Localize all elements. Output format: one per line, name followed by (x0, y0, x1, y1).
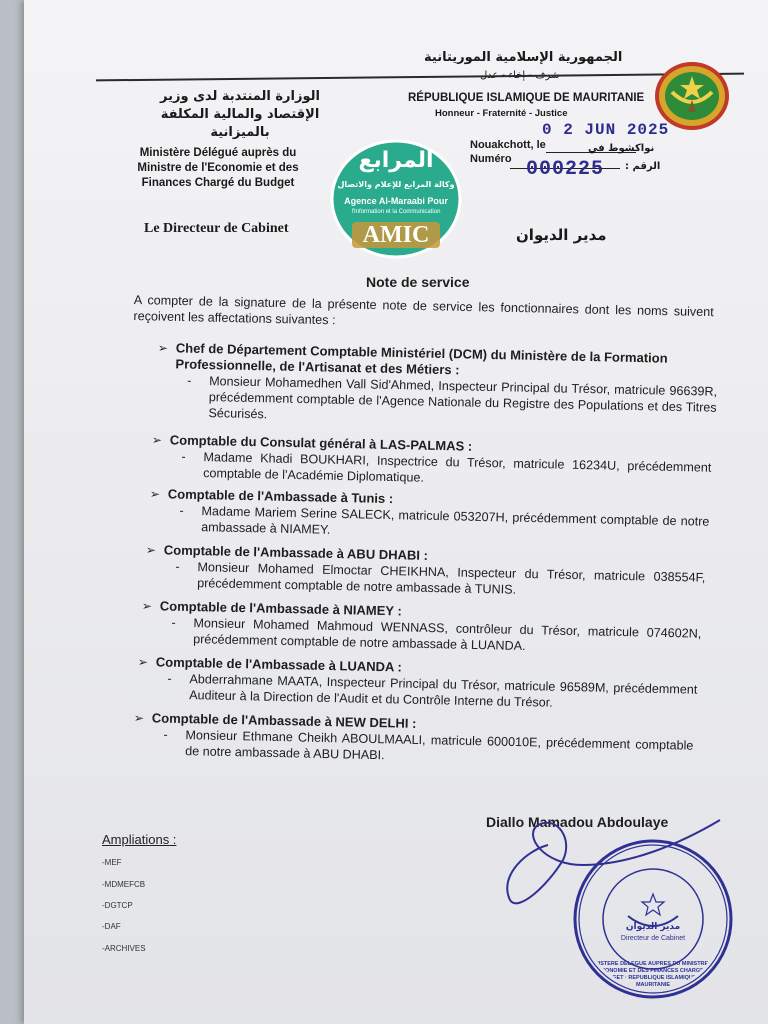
reference-number-stamp: 000225 (526, 158, 605, 181)
assignment-title: ➢ Comptable de l'Ambassade à LUANDA : (138, 654, 698, 682)
ampliation-item: -MEF (102, 858, 122, 867)
assignment-title: ➢ Comptable de l'Ambassade à NIAMEY : (142, 598, 702, 626)
stamp-ring-text: MINISTERE DELEGUE AUPRES DU MINISTRE DE L'ECONOMIE ET DES FINANCES CHARGE DU BUDGET · REPUBLIQUE ISLAMIQUE DE MAURITANIE (588, 961, 718, 988)
assignment-item: - Monsieur Mohamed Mahmoud WENNASS, contrôleur du Trésor, matricule 074602N, précédemment comptable de notre ambassade à LUANDA. (171, 615, 702, 658)
assignment-title: ➢ Comptable du Consulat général à LAS-PALMAS : (152, 432, 712, 460)
ampliation-item: -DGTCP (102, 901, 133, 910)
ministry-name-arabic: الوزارة المنتدبة لدى وزير الإقتصاد والمالية المكلفة بالميزانية (160, 89, 320, 140)
place-date-label: Nouakchott, le (470, 139, 546, 151)
assignment-title: ➢ Comptable de l'Ambassade à NEW DELHI : (134, 710, 694, 738)
assignment-item: - Madame Khadi BOUKHARI, Inspectrice du Trésor, matricule 16234U, précédemment comptable de l'Académie Diplomatique. (181, 449, 712, 492)
amic-watermark-logo (330, 138, 462, 260)
watermark-line2: l'Information et la Communication (351, 209, 441, 215)
country-name-french: RÉPUBLIQUE ISLAMIQUE DE MAURITANIE (408, 92, 645, 104)
assignment-title: ➢ Chef de Département Comptable Ministériel (DCM) du Ministère de la Formation Professionnelle, de l'Artisanat et des Métiers : (157, 340, 718, 384)
assignment-title: ➢ Comptable de l'Ambassade à Tunis : (150, 486, 710, 514)
director-title-french: Le Directeur de Cabinet (144, 221, 289, 236)
ampliation-item: -MDMEFCB (102, 880, 146, 889)
watermark-subtitle-arabic: وكالة المرابع للإعلام والاتصال (337, 180, 455, 189)
watermark-title-arabic: المرابع (358, 148, 434, 173)
watermark-acronym: AMIC (362, 222, 430, 248)
ampliation-item: -ARCHIVES (102, 944, 146, 953)
assignment-title: ➢ Comptable de l'Ambassade à ABU DHABI : (146, 542, 706, 570)
assignment-item: - Monsieur Mohamed Elmoctar CHEIKHNA, Inspecteur du Trésor, matricule 038554F, précédemment comptable de notre ambassade à TUNIS. (175, 559, 706, 602)
motto-french: Honneur - Fraternité - Justice (435, 108, 568, 119)
date-stamp: 0 2 JUN 2025 (542, 121, 670, 139)
stamp-title-french: Directeur de Cabinet (620, 935, 686, 942)
place-date-label-arabic: نواكشوط في (588, 143, 655, 154)
assignment-item: - Abderrahmane MAATA, Inspecteur Principal du Trésor, matricule 96589M, précédemment Auditeur à la Direction de l'Audit et du Contrôle Interne du Trésor. (167, 671, 698, 714)
assignment-item: - Monsieur Mohamedhen Vall Sid'Ahmed, Inspecteur Principal du Trésor, matricule 96639R, précédemment comptable de l'Agence Nationale du Registre des Populations et des Titres Sécurisés. (186, 373, 717, 432)
ampliation-item: -DAF (102, 922, 121, 931)
watermark-line1: Agence Al-Maraabi Pour (344, 196, 448, 206)
note-title: Note de service (366, 274, 470, 290)
number-label-arabic: الرقم : (625, 161, 661, 172)
ministry-name-french: Ministère Délégué auprès du Ministre de l'Economie et des Finances Chargé du Budget (137, 147, 299, 189)
assignment-section (156, 340, 718, 432)
note-intro: A compter de la signature de la présente note de service les fonctionnaires dont les noms suivent reçoivent les affectations suivantes : (133, 292, 714, 328)
stamp-title-arabic: مدير الديوان (625, 922, 681, 932)
ampliations-title: Ampliations : (102, 832, 177, 847)
assignment-item: - Monsieur Ethmane Cheikh ABOULMAALI, matricule 600010E, précédemment comptable de notre ambassade à ABU DHABI. (163, 727, 694, 770)
country-name-arabic: الجمهورية الإسلامية الموريتانية (424, 50, 623, 65)
number-label: Numéro (470, 153, 512, 165)
director-title-arabic: مدير الديوان (516, 226, 607, 244)
official-stamp (570, 836, 736, 1002)
signatory-name: Diallo Mamadou Abdoulaye (486, 814, 669, 830)
assignment-item: - Madame Mariem Serine SALECK, matricule 053207H, précédemment comptable de notre ambassade à NIAMEY. (179, 503, 710, 546)
